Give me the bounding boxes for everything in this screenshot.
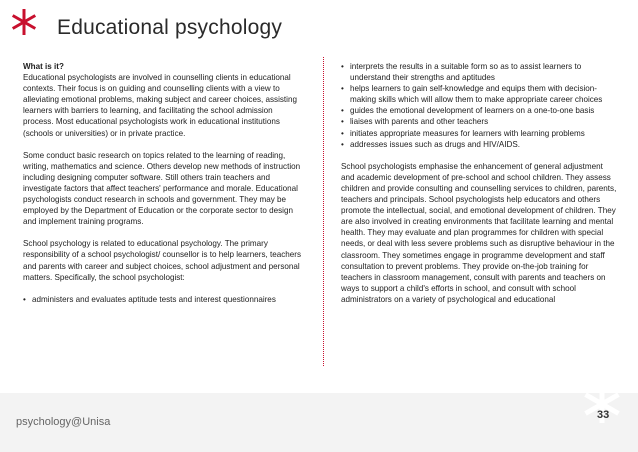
list-item: • guides the emotional development of learners on a one-to-one basis (341, 105, 618, 116)
list-item: • administers and evaluates aptitude tests and interest questionnaires (23, 294, 305, 305)
asterisk-icon (10, 8, 38, 36)
list-item: • liaises with parents and other teachers (341, 116, 618, 127)
page-title: Educational psychology (57, 16, 283, 39)
list-item: • helps learners to gain self-knowledge and equips them with decision-making skills which will allow them to make appropriate career choices (341, 83, 618, 105)
right-column (341, 61, 618, 305)
section-subhead: What is it? (23, 62, 64, 71)
left-column (23, 61, 305, 316)
left-paragraph-2: Some conduct basic research on topics related to the learning of reading, writing, mathematics and science. Others develop new methods of instruction including designing computer software. Still others train teachers and investigate factors that affect teachers' performance and morale. Educational psychologists conduct research in schools and government. They may be employed by the Department of Education or the corporate sector to design and implement training programs. (23, 150, 301, 227)
left-bullet-list (23, 294, 305, 305)
left-paragraph-3: School psychology is related to educational psychology. The primary responsibility of a school psychologist/ counsellor is to help learners, teachers and parents with career and subject choices, school adjustment and personal matters. Specifically, the school psychologist: (23, 239, 302, 282)
column-divider (323, 57, 324, 366)
right-bullet-list (341, 61, 618, 150)
right-paragraph-1: School psychologists emphasise the enhancement of general adjustment and academic development of pre-school and school children. They assess children and provide consulting and counselling services to children, parents, teachers and principals. School psychologists help educators and others promote the intellectual, social, and emotional development of children. They are also involved in creating environments that facilitate learning and mental health. They may evaluate and plan programmes for children with special needs, or deal with less severe problems such as disruptive behaviour in the classroom. They sometimes engage in programme development and staff consultation to prevent problems. They provide on-the-job training for teachers in classroom management, consult with parents and teachers on ways to support a child's efforts in school, and consult with school administrators on a variety of psychological and educational (341, 161, 617, 304)
list-item: • initiates appropriate measures for learners with learning problems (341, 128, 618, 139)
left-paragraph-1: Educational psychologists are involved in counselling clients in educational contexts. Their focus is on guiding and counselling clients with a view to alleviating emotional problems, making subject and career choices, assisting learners with barriers to learning, and facilitating the school admission process. Most educational psychologists work in educational institutions (schools or universities) or in private practice. (23, 73, 297, 138)
page-number: 33 (597, 409, 610, 421)
list-item: • addresses issues such as drugs and HIV/AIDS. (341, 139, 618, 150)
footer-brand: psychology@Unisa (16, 416, 111, 428)
list-item: • interprets the results in a suitable form so as to assist learners to understand their strengths and aptitudes (341, 61, 618, 83)
